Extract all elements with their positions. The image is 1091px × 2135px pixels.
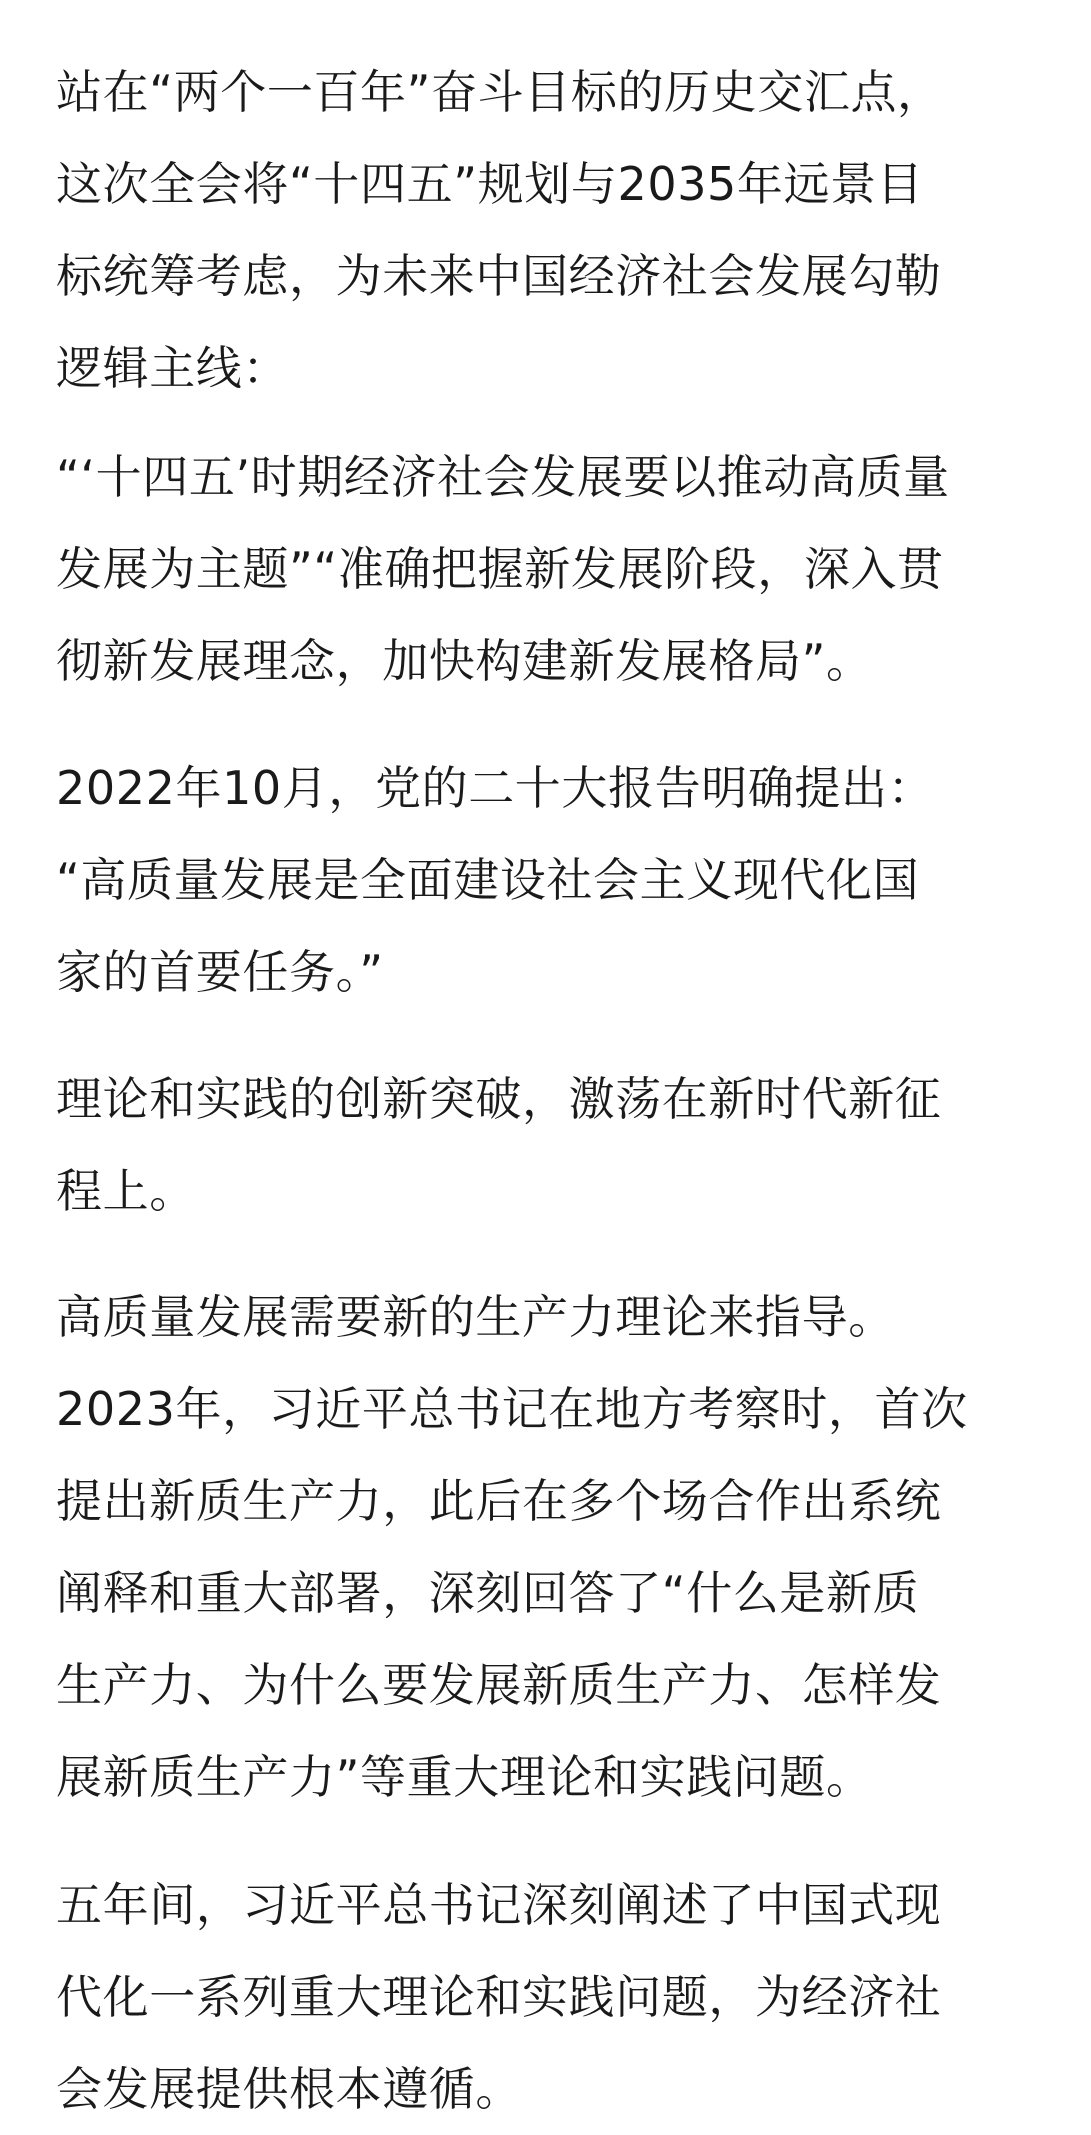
paragraph-1-line-1: 站在“两个一百年”奋斗目标的历史交汇点， — [56, 65, 944, 119]
paragraph-1-line-3: 标统筹考虑，为未来中国经济社会发展勾勒 — [56, 249, 942, 303]
paragraph-1 — [56, 46, 1041, 414]
paragraph-6 — [56, 1859, 1041, 2135]
paragraph-5-line-2: 2023年，习近平总书记在地方考察时，首次 — [56, 1382, 968, 1436]
paragraph-2-line-2: 发展为主题”“准确把握新发展阶段，深入贯 — [56, 542, 944, 596]
paragraph-5-line-5: 生产力、为什么要发展新质生产力、怎样发 — [56, 1658, 942, 1712]
paragraph-5 — [56, 1271, 1041, 1823]
paragraph-1-line-4: 逻辑主线： — [56, 341, 289, 395]
paragraph-4-line-2: 程上。 — [56, 1164, 196, 1218]
paragraph-4-line-1: 理论和实践的创新突破，激荡在新时代新征 — [56, 1072, 942, 1126]
paragraph-6-line-2: 代化一系列重大理论和实践问题，为经济社 — [56, 1970, 942, 2024]
paragraph-6-line-1: 五年间，习近平总书记深刻阐述了中国式现 — [56, 1878, 942, 1932]
paragraph-3-line-1: 2022年10月，党的二十大报告明确提出： — [56, 761, 935, 815]
paragraph-6-line-3: 会发展提供根本遵循。 — [56, 2062, 522, 2116]
paragraph-2-line-1: “‘十四五’时期经济社会发展要以推动高质量 — [56, 450, 950, 504]
paragraph-2 — [56, 431, 1041, 707]
paragraph-5-line-6: 展新质生产力”等重大理论和实践问题。 — [56, 1750, 873, 1804]
paragraph-5-line-3: 提出新质生产力，此后在多个场合作出系统 — [56, 1474, 942, 1528]
paragraph-3-line-3: 家的首要任务。” — [56, 945, 384, 999]
paragraph-3-line-2: “高质量发展是全面建设社会主义现代化国 — [56, 853, 920, 907]
paragraph-1-line-2: 这次全会将“十四五”规划与2035年远景目 — [56, 157, 924, 211]
paragraph-4 — [56, 1053, 1041, 1237]
paragraph-3 — [56, 742, 1041, 1018]
paragraph-5-line-1: 高质量发展需要新的生产力理论来指导。 — [56, 1290, 895, 1344]
paragraph-2-line-3: 彻新发展理念，加快构建新发展格局”。 — [56, 634, 873, 688]
paragraph-5-line-4: 阐释和重大部署，深刻回答了“什么是新质 — [56, 1566, 920, 1620]
